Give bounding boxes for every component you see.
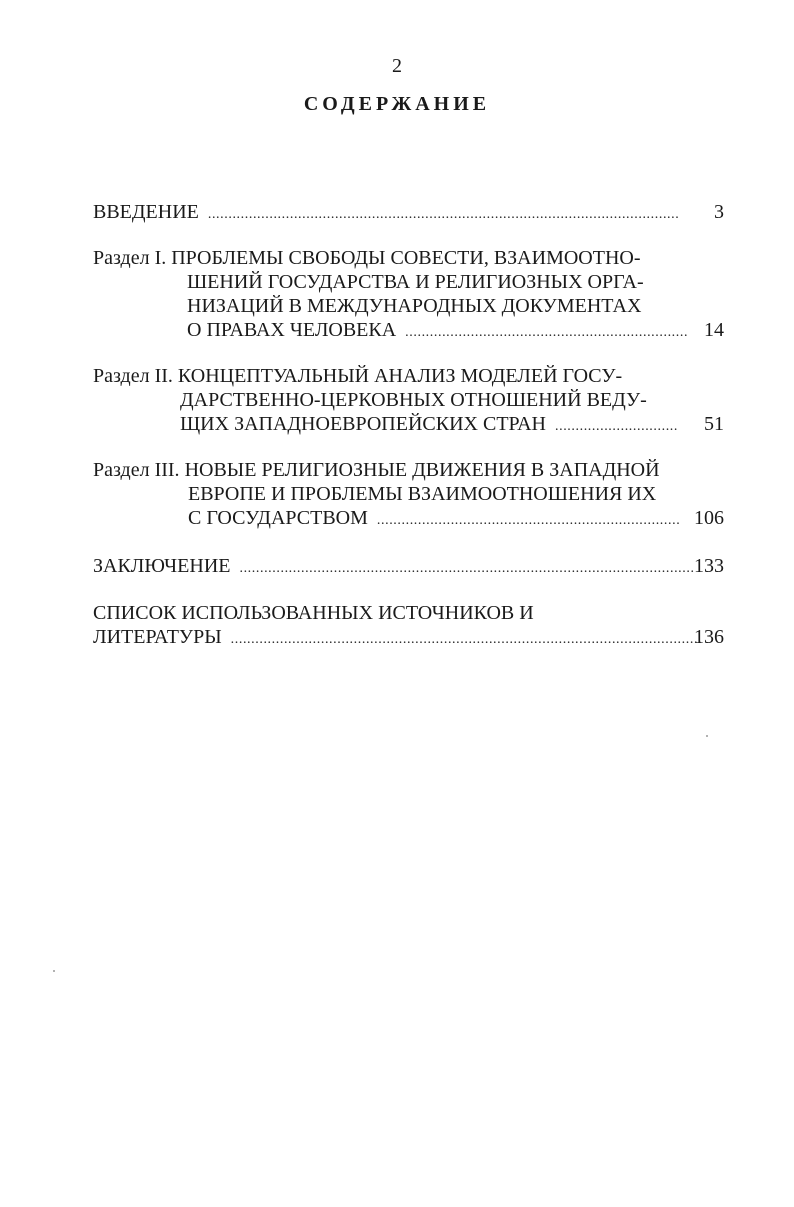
toc-page-number: 136 [694,626,724,648]
toc-line-3: ЩИХ ЗАПАДНОЕВРОПЕЙСКИХ СТРАН [180,413,546,435]
toc-line-3: НИЗАЦИЙ В МЕЖДУНАРОДНЫХ ДОКУМЕНТАХ [187,295,642,317]
toc-page-number: 3 [714,201,724,223]
toc-page-number: 106 [694,507,724,529]
toc-leader-dots: ................................................................................................................... [230,632,703,647]
toc-section-label: Раздел I. [93,247,167,269]
toc-line-3: С ГОСУДАРСТВОМ [188,507,368,529]
toc-page-number: 133 [694,555,724,577]
scan-speck [706,735,708,737]
toc-line-2: ЛИТЕРАТУРЫ [93,626,222,648]
toc-line-2: ДАРСТВЕННО-ЦЕРКОВНЫХ ОТНОШЕНИЙ ВЕДУ- [180,389,647,411]
toc-line-4: О ПРАВАХ ЧЕЛОВЕКА [187,319,397,341]
toc-leader-dots: ................................................................................................................... [207,207,680,222]
toc-section-label: Раздел II. [93,365,173,387]
toc-section-label: Раздел III. [93,459,180,481]
toc-leader-dots: ............................................................................................................... [239,561,695,576]
toc-leader-dots: ..................................................................... [405,325,689,340]
toc-entry-title: ВВЕДЕНИЕ [93,201,199,223]
toc-line-2: ШЕНИЙ ГОСУДАРСТВА И РЕЛИГИОЗНЫХ ОРГА- [187,271,644,293]
toc-page-number: 14 [704,319,724,341]
page-title: СОДЕРЖАНИЕ [303,93,491,115]
toc-line-1: ПРОБЛЕМЫ СВОБОДЫ СОВЕСТИ, ВЗАИМООТНО- [171,247,641,269]
toc-line-1: КОНЦЕПТУАЛЬНЫЙ АНАЛИЗ МОДЕЛЕЙ ГОСУ- [177,365,623,387]
toc-page-number: 51 [704,413,724,435]
page-number: 2 [392,55,402,77]
toc-entry-title: ЗАКЛЮЧЕНИЕ [93,555,231,577]
toc-line-1: СПИСОК ИСПОЛЬЗОВАННЫХ ИСТОЧНИКОВ И [93,602,534,624]
scan-speck [53,970,55,972]
toc-leader-dots: .......................................................................... [376,513,681,528]
toc-leader-dots: .............................. [555,419,678,434]
toc-line-2: ЕВРОПЕ И ПРОБЛЕМЫ ВЗАИМООТНОШЕНИЯ ИХ [188,483,657,505]
toc-line-1: НОВЫЕ РЕЛИГИОЗНЫЕ ДВИЖЕНИЯ В ЗАПАДНОЙ [184,459,660,481]
